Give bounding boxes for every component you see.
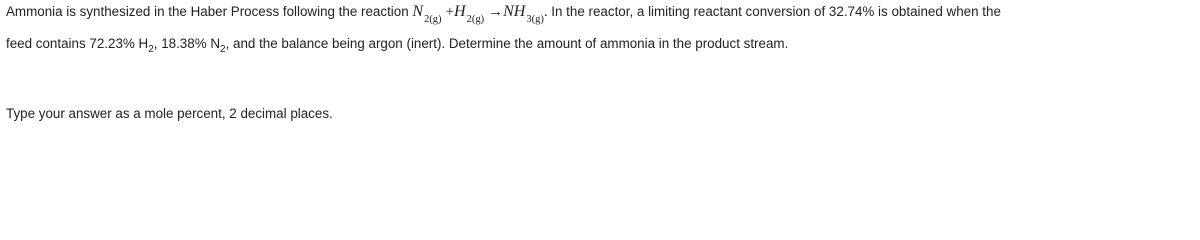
plus-sign: +: [445, 4, 455, 20]
nitrogen-subscript: 2: [220, 44, 226, 55]
reactant-hydrogen-subscript: 2(g): [466, 14, 485, 25]
reactant-hydrogen: H: [454, 3, 466, 20]
reaction-arrow: →: [488, 4, 504, 20]
hydrogen-subscript: 2: [148, 44, 154, 55]
question-line-1: [6, 3, 1001, 25]
answer-instruction: Type your answer as a mole percent, 2 decimal places.: [6, 106, 333, 121]
product-ammonia: NH: [503, 3, 526, 20]
question-line-2: [6, 36, 788, 54]
reactant-nitrogen: N: [412, 3, 424, 20]
reactant-nitrogen-subscript: 2(g): [424, 14, 442, 25]
feed-text-3: , and the balance being argon (inert). Determine the amount of ammonia in the product stream.: [225, 36, 789, 51]
product-ammonia-subscript: 3(g): [526, 14, 544, 25]
equation-period: .: [543, 4, 548, 20]
reaction-equation: [412, 3, 548, 25]
question-intro-text: Ammonia is synthesized in the Haber Process following the reaction: [6, 4, 413, 19]
question-continuation-text: In the reactor, a limiting reactant conversion of 32.74% is obtained when the: [547, 4, 1001, 19]
feed-text-2: , 18.38% N: [153, 36, 220, 51]
feed-text-1: feed contains 72.23% H: [6, 36, 149, 51]
